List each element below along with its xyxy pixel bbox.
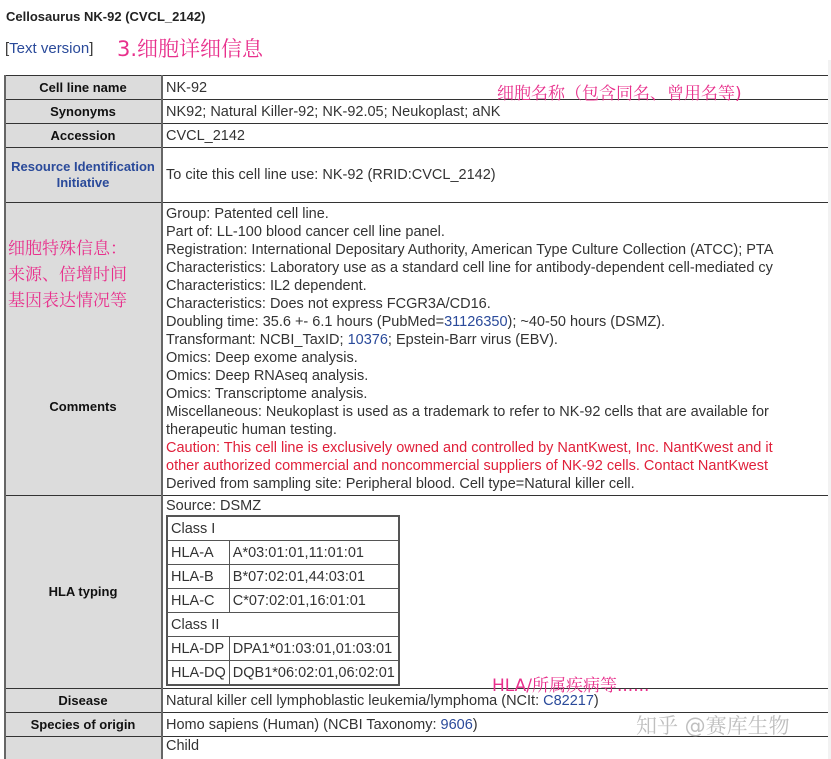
comment-line: therapeutic human testing. (166, 422, 337, 438)
hla-locus: HLA-A (167, 541, 229, 565)
comment-line: Characteristics: IL2 dependent. (166, 278, 367, 294)
hla-allele: B*07:02:01,44:03:01 (229, 565, 399, 589)
transformant-suffix: ; Epstein-Barr virus (EBV). (387, 332, 558, 348)
doubling-prefix: Doubling time: 35.6 +- 6.1 hours (PubMed= (166, 314, 445, 330)
species-suffix: ) (472, 716, 478, 733)
hla-row (167, 589, 399, 613)
annotation-title: 3.细胞详细信息 (117, 37, 264, 61)
rii-label-link[interactable]: Resource Identification Initiative (5, 148, 162, 203)
text-version-link[interactable]: Text version (9, 40, 90, 57)
comments-label: Comments (5, 203, 162, 496)
comment-line: Miscellaneous: Neukoplast is used as a trademark to refer to NK-92 cells that are available for (166, 404, 769, 420)
comment-line: Group: Patented cell line. (166, 206, 329, 222)
hla-typing-label: HLA typing (5, 496, 162, 689)
table-row-accession (5, 124, 831, 148)
disease-prefix: Natural killer cell lymphoblastic leukemia/lymphoma (NCIt: (166, 692, 544, 709)
text-version-wrapper (5, 40, 93, 57)
annotation-special-line: 来源、倍增时间 (8, 265, 127, 285)
cell-line-table (4, 75, 831, 759)
annotation-hla: HLA/所属疾病等...... (492, 676, 650, 696)
hla-row (167, 541, 399, 565)
hla-locus: HLA-DQ (167, 661, 229, 686)
cell-line-name-label: Cell line name (5, 76, 162, 100)
ncbi-taxonomy-link[interactable]: 9606 (440, 716, 473, 733)
comment-line: Characteristics: Laboratory use as a standard cell line for antibody-dependent cell-mediated cy (166, 260, 773, 276)
doubling-suffix: ); ~40-50 hours (DSMZ). (507, 314, 666, 330)
synonyms-label: Synonyms (5, 100, 162, 124)
species-prefix: Homo sapiens (Human) (NCBI Taxonomy: (166, 716, 441, 733)
synonyms-value: NK92; Natural Killer-92; NK-92.05; Neukoplast; aNK (162, 100, 831, 124)
bracket-open: [ (5, 40, 10, 57)
comment-line: Registration: International Depositary Authority, American Type Culture Collection (ATCC); PTA (166, 242, 774, 258)
partial-label (5, 737, 162, 759)
table-row-comments (5, 203, 831, 496)
comment-line: Omics: Transcriptome analysis. (166, 386, 368, 402)
page-title: Cellosaurus NK-92 (CVCL_2142) (6, 9, 206, 24)
cell-line-name-value: NK-92 (162, 76, 831, 100)
comment-line-transformant (166, 331, 831, 349)
hla-allele: C*07:02:01,16:01:01 (229, 589, 399, 613)
comment-line: Omics: Deep RNAseq analysis. (166, 368, 369, 384)
hla-locus: HLA-B (167, 565, 229, 589)
hla-row (167, 637, 399, 661)
comment-line-doubling (166, 313, 831, 331)
bracket-close: ] (89, 40, 94, 57)
hla-locus: HLA-C (167, 589, 229, 613)
comments-value (162, 203, 831, 496)
ncit-link[interactable]: C82217 (543, 692, 594, 709)
rii-value: To cite this cell line use: NK-92 (RRID:CVCL_2142) (162, 148, 831, 203)
caution-line: Caution: This cell line is exclusively owned and controlled by NantKwest, Inc. NantKwest and it (166, 440, 773, 456)
table-row-disease (5, 689, 831, 713)
annotation-special-line: 细胞特殊信息： (8, 239, 127, 259)
hla-allele: A*03:01:01,11:01:01 (229, 541, 399, 565)
hla-table (166, 515, 400, 686)
hla-class-2-header: Class II (167, 613, 399, 637)
comment-line: Part of: LL-100 blood cancer cell line panel. (166, 224, 445, 240)
hla-class-1-header: Class I (167, 516, 399, 541)
hla-row (167, 661, 399, 686)
partial-value: Child (162, 737, 831, 759)
watermark: 知乎 @赛库生物 (636, 714, 790, 738)
annotation-special-info (8, 236, 127, 314)
table-row-rii (5, 148, 831, 203)
hla-allele: DPA1*01:03:01,01:03:01 (229, 637, 399, 661)
hla-typing-value (162, 496, 831, 689)
comment-line: Characteristics: Does not express FCGR3A/CD16. (166, 296, 491, 312)
disease-suffix: ) (593, 692, 599, 709)
annotation-special-line: 基因表达情况等 (8, 291, 127, 311)
comment-line: Omics: Deep exome analysis. (166, 350, 358, 366)
table-row-hla-typing (5, 496, 831, 689)
comment-line-derived: Derived from sampling site: Peripheral blood. Cell type=Natural killer cell. (166, 476, 635, 492)
transformant-prefix: Transformant: NCBI_TaxID; (166, 332, 348, 348)
disease-label: Disease (5, 689, 162, 713)
species-label: Species of origin (5, 713, 162, 737)
taxid-link[interactable]: 10376 (347, 332, 388, 348)
hla-row (167, 565, 399, 589)
hla-allele: DQB1*06:02:01,06:02:01 (229, 661, 399, 686)
hla-locus: HLA-DP (167, 637, 229, 661)
pubmed-link[interactable]: 31126350 (444, 314, 508, 330)
accession-label: Accession (5, 124, 162, 148)
hla-source: Source: DSMZ (166, 498, 262, 514)
annotation-names: 细胞名称（包含同名、曾用名等) (497, 84, 742, 104)
caution-line: other authorized commercial and noncommercial suppliers of NK-92 cells. Contact NantKwest (166, 458, 769, 474)
accession-value: CVCL_2142 (162, 124, 831, 148)
